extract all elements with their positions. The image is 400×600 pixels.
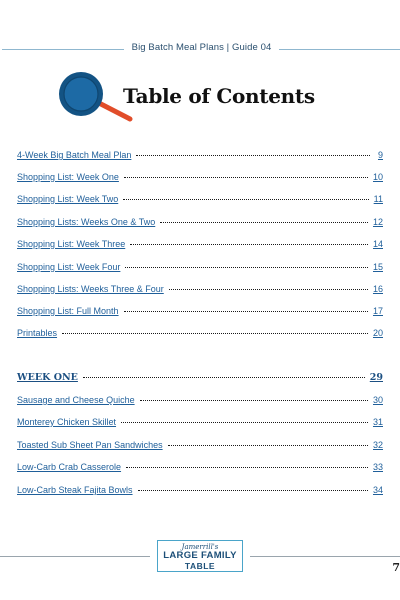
dot-leader: [123, 199, 368, 200]
toc-entry[interactable]: [17, 239, 383, 253]
toc-entry[interactable]: [17, 417, 383, 431]
dot-leader: [136, 155, 370, 156]
toc-entry-label[interactable]: Shopping Lists: Weeks One & Two: [17, 217, 156, 227]
toc-entry-page[interactable]: 12: [372, 217, 383, 227]
toc-entry[interactable]: [17, 172, 383, 186]
toc-entry-label[interactable]: Low-Carb Crab Casserole: [17, 462, 122, 472]
toc-entry-label[interactable]: Sausage and Cheese Quiche: [17, 395, 135, 405]
toc-entry[interactable]: [17, 284, 383, 298]
dot-leader: [169, 289, 368, 290]
dot-leader: [126, 467, 368, 468]
toc-entry[interactable]: [17, 306, 383, 320]
toc-entry-page[interactable]: 34: [372, 485, 383, 495]
page-number: 7: [392, 561, 400, 574]
dot-leader: [138, 490, 368, 491]
toc-entry-page[interactable]: 10: [372, 172, 383, 182]
toc-entry-label[interactable]: Low-Carb Steak Fajita Bowls: [17, 485, 133, 495]
toc-entry-label[interactable]: 4-Week Big Batch Meal Plan: [17, 150, 132, 160]
logo-main-text: LARGE FAMILY: [163, 550, 237, 561]
toc-entry-page[interactable]: 15: [372, 262, 383, 272]
guide-header: Big Batch Meal Plans | Guide 04: [131, 42, 272, 53]
dot-leader: [124, 311, 368, 312]
dot-leader: [124, 177, 368, 178]
toc-entry-label[interactable]: Toasted Sub Sheet Pan Sandwiches: [17, 440, 163, 450]
toc-entry[interactable]: [17, 194, 383, 208]
dot-leader: [125, 267, 368, 268]
toc-entry-page[interactable]: 16: [372, 284, 383, 294]
toc-entry-label[interactable]: Shopping List: Week One: [17, 172, 119, 182]
logo-script-text: Jamerrill's: [181, 543, 219, 551]
toc-entry-label[interactable]: Shopping Lists: Weeks Three & Four: [17, 284, 164, 294]
toc-entry-page[interactable]: 32: [372, 440, 383, 450]
toc-entry-page[interactable]: 20: [372, 328, 383, 338]
toc-entry-label[interactable]: Shopping List: Week Two: [17, 194, 119, 204]
dot-leader: [130, 244, 368, 245]
toc-entry-page[interactable]: 11: [373, 194, 383, 204]
toc-entry-page[interactable]: 14: [372, 239, 383, 249]
toc-entry-page[interactable]: 30: [372, 395, 383, 405]
logo-sub-text: TABLE: [184, 561, 216, 571]
toc-section-heading[interactable]: [17, 372, 383, 386]
dot-leader: [140, 400, 368, 401]
toc-entry[interactable]: [17, 150, 383, 164]
toc-entry-page[interactable]: 33: [372, 462, 383, 472]
dot-leader: [121, 422, 368, 423]
toc-entry[interactable]: [17, 395, 383, 409]
dot-leader: [83, 377, 365, 378]
brand-logo: [157, 540, 243, 572]
toc-entry-page[interactable]: 9: [377, 150, 383, 160]
toc-entry-page[interactable]: 31: [372, 417, 383, 427]
page-title: Table of Contents: [123, 84, 315, 108]
toc-entry[interactable]: [17, 328, 383, 342]
footer-rule-right: [250, 556, 400, 557]
dot-leader: [62, 333, 368, 334]
dot-leader: [160, 222, 368, 223]
toc-entry-label[interactable]: Shopping List: Full Month: [17, 306, 119, 316]
toc-entry[interactable]: [17, 462, 383, 476]
toc-entry[interactable]: [17, 262, 383, 276]
toc-entry[interactable]: [17, 485, 383, 499]
toc-section-page[interactable]: 29: [369, 372, 383, 383]
toc-entry-label[interactable]: Shopping List: Week Four: [17, 262, 121, 272]
toc-entry[interactable]: [17, 217, 383, 231]
header-rule-left: [2, 49, 124, 50]
dot-leader: [168, 445, 368, 446]
toc-entry-label[interactable]: Monterey Chicken Skillet: [17, 417, 117, 427]
toc-entry-label[interactable]: Printables: [17, 328, 58, 338]
toc-entry[interactable]: [17, 440, 383, 454]
footer-rule-left: [0, 556, 150, 557]
toc-entry-label[interactable]: Shopping List: Week Three: [17, 239, 126, 249]
toc-section-label[interactable]: WEEK ONE: [17, 372, 78, 383]
header-rule-right: [279, 49, 400, 50]
toc-entry-page[interactable]: 17: [372, 306, 383, 316]
